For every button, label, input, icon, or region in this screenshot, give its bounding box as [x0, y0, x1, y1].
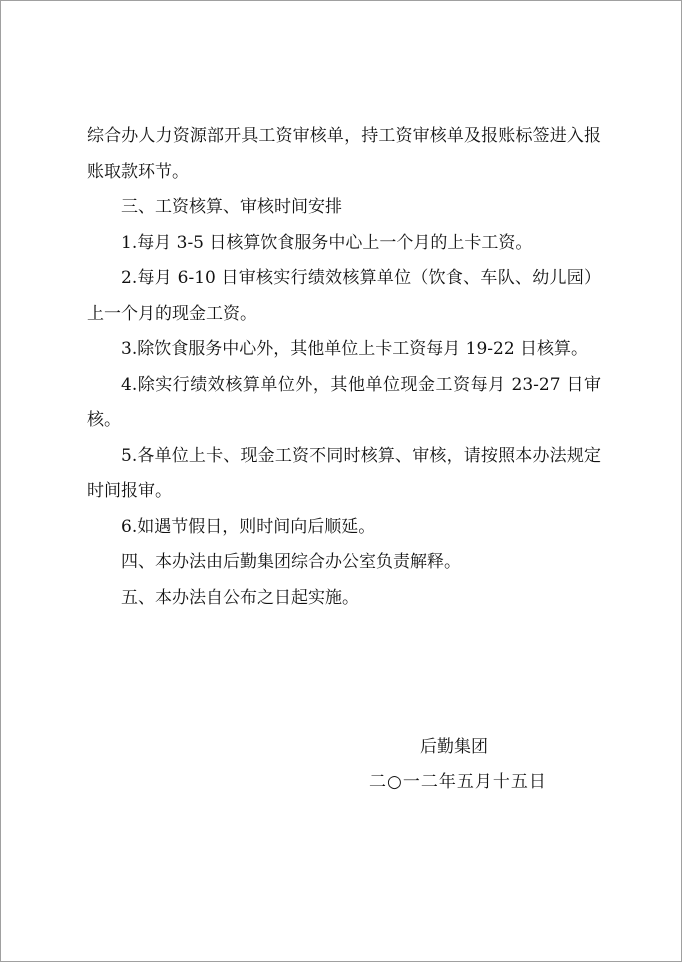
list-item-2: 2.每月 6-10 日审核实行绩效核算单位（饮食、车队、幼儿园）上一个月的现金工资。 — [87, 268, 601, 324]
list-item-6: 6.如遇节假日，则时间向后顺延。 — [121, 516, 376, 537]
list-item-4: 4.除实行绩效核算单位外，其他单位现金工资每月 23-27 日审核。 — [87, 374, 601, 430]
section-heading-5: 五、本办法自公布之日起实施。 — [121, 587, 359, 608]
document-body — [87, 119, 601, 616]
signature-date: 二○一二年五月十五日 — [369, 772, 547, 792]
list-item-3: 3.除饮食服务中心外，其他单位上卡工资每月 19-22 日核算。 — [121, 339, 589, 359]
paragraph-continuation: 综合办人力资源部开具工资审核单，持工资审核单及报账标签进入报账取款环节。 — [87, 126, 601, 182]
list-item-1: 1.每月 3-5 日核算饮食服务中心上一个月的上卡工资。 — [121, 232, 533, 253]
section-heading-4: 四、本办法由后勤集团综合办公室负责解释。 — [121, 552, 461, 572]
signature-organization: 后勤集团 — [420, 737, 488, 757]
section-heading-3: 三、工资核算、审核时间安排 — [121, 197, 342, 217]
list-item-5: 5.各单位上卡、现金工资不同时核算、审核，请按照本办法规定时间报审。 — [87, 445, 601, 501]
